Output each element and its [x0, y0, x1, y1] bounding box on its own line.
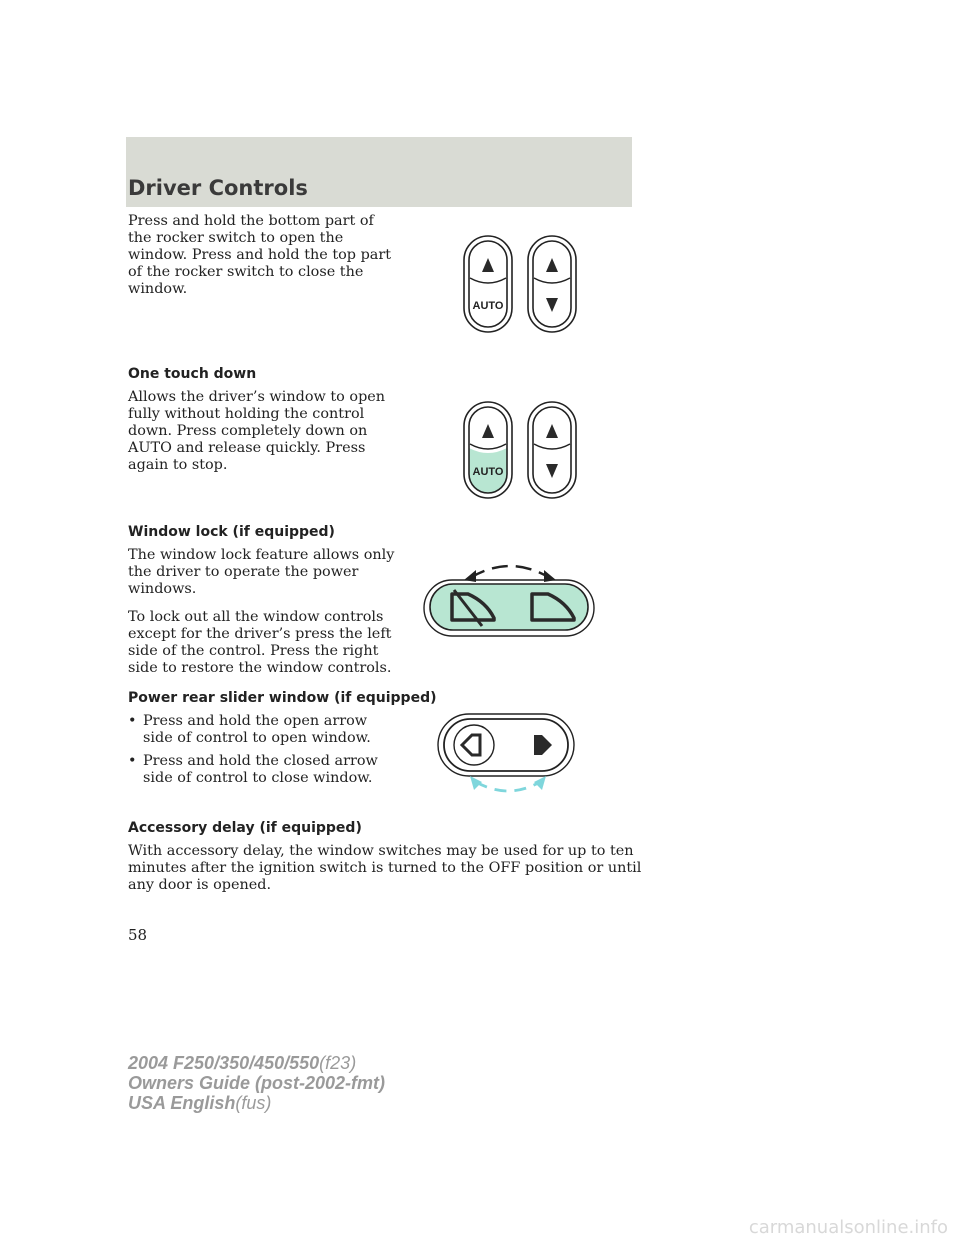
text-line: the rocker switch to open the [128, 230, 344, 246]
text-line: fully without holding the control [128, 406, 365, 422]
text-line: side of the control. Press the right [128, 643, 379, 659]
close-arrow-icon [534, 735, 552, 755]
auto-label: AUTO [472, 300, 504, 312]
toggle-direction-indicator [470, 566, 550, 578]
rear-slider-figure [436, 710, 576, 800]
text-line: any door is opened. [128, 877, 272, 893]
text-line: side of control to close window. [143, 770, 373, 786]
text-line: Press and hold the open arrow [143, 713, 368, 729]
text-line: again to stop. [128, 457, 228, 473]
window-lock-paragraph-1 [128, 547, 394, 598]
text-line: side to restore the window controls. [128, 660, 392, 676]
bullet-mark: • [128, 753, 137, 769]
bullet-mark: • [128, 713, 137, 729]
text-line: AUTO and release quickly. Press [128, 440, 366, 456]
intro-paragraph [128, 213, 391, 298]
window-lock-paragraph-2 [128, 609, 392, 677]
slide-direction-indicator [476, 782, 540, 791]
text-line: the driver to operate the power [128, 564, 359, 580]
text-line: window. Press and hold the top part [128, 247, 392, 263]
text-line: of the rocker switch to close the [128, 264, 364, 280]
up-arrow-icon [546, 258, 558, 272]
accessory-paragraph [128, 843, 641, 894]
down-arrow-icon [546, 298, 558, 312]
one-touch-paragraph [128, 389, 385, 474]
auto-label: AUTO [472, 466, 504, 478]
section-title-one-touch: One touch down [128, 366, 257, 382]
window-switch-figure [456, 232, 586, 336]
auto-window-switch-figure [456, 400, 586, 500]
text-line: side of control to open window. [143, 730, 371, 746]
text-line: minutes after the ignition switch is turned to the OFF position or until [128, 860, 642, 876]
text-line: window. [128, 281, 188, 297]
footer-language-code: (fus) [235, 1093, 272, 1113]
rear-slider-bullet-1 [143, 713, 371, 747]
text-line: Press and hold the closed arrow [143, 753, 378, 769]
passenger-window-switch [528, 402, 576, 498]
passenger-window-switch [528, 236, 576, 332]
driver-window-switch [464, 236, 512, 332]
text-line: The window lock feature allows only [128, 547, 395, 563]
up-arrow-icon [482, 258, 494, 272]
text-line: windows. [128, 581, 197, 597]
footer-model: 2004 F250/350/450/550 [128, 1053, 320, 1073]
footer-guide: Owners Guide (post-2002-fmt) [128, 1073, 386, 1093]
section-title-window-lock: Window lock (if equipped) [128, 524, 335, 540]
up-arrow-icon [546, 424, 558, 438]
watermark: carmanualsonline.info [748, 1217, 948, 1238]
document-footer [128, 1053, 385, 1113]
open-arrow-icon [462, 735, 480, 755]
window-lock-figure [420, 556, 598, 640]
text-line: To lock out all the window controls [128, 609, 384, 625]
text-line: down. Press completely down on [128, 423, 368, 439]
footer-model-code: (f23) [319, 1053, 357, 1073]
page-number: 58 [128, 926, 148, 944]
rear-slider-bullet-2 [143, 753, 378, 787]
down-arrow-icon [546, 464, 558, 478]
section-title-rear-slider: Power rear slider window (if equipped) [128, 690, 437, 706]
text-line: except for the driver’s press the left [128, 626, 392, 642]
page-title: Driver Controls [128, 176, 308, 200]
section-title-accessory-delay: Accessory delay (if equipped) [128, 820, 362, 836]
text-line: Allows the driver’s window to open [128, 389, 386, 405]
text-line: Press and hold the bottom part of [128, 213, 374, 229]
text-line: With accessory delay, the window switches may be used for up to ten [128, 843, 634, 859]
up-arrow-icon [482, 424, 494, 438]
driver-auto-switch [464, 402, 512, 498]
footer-language: USA English [128, 1093, 236, 1113]
